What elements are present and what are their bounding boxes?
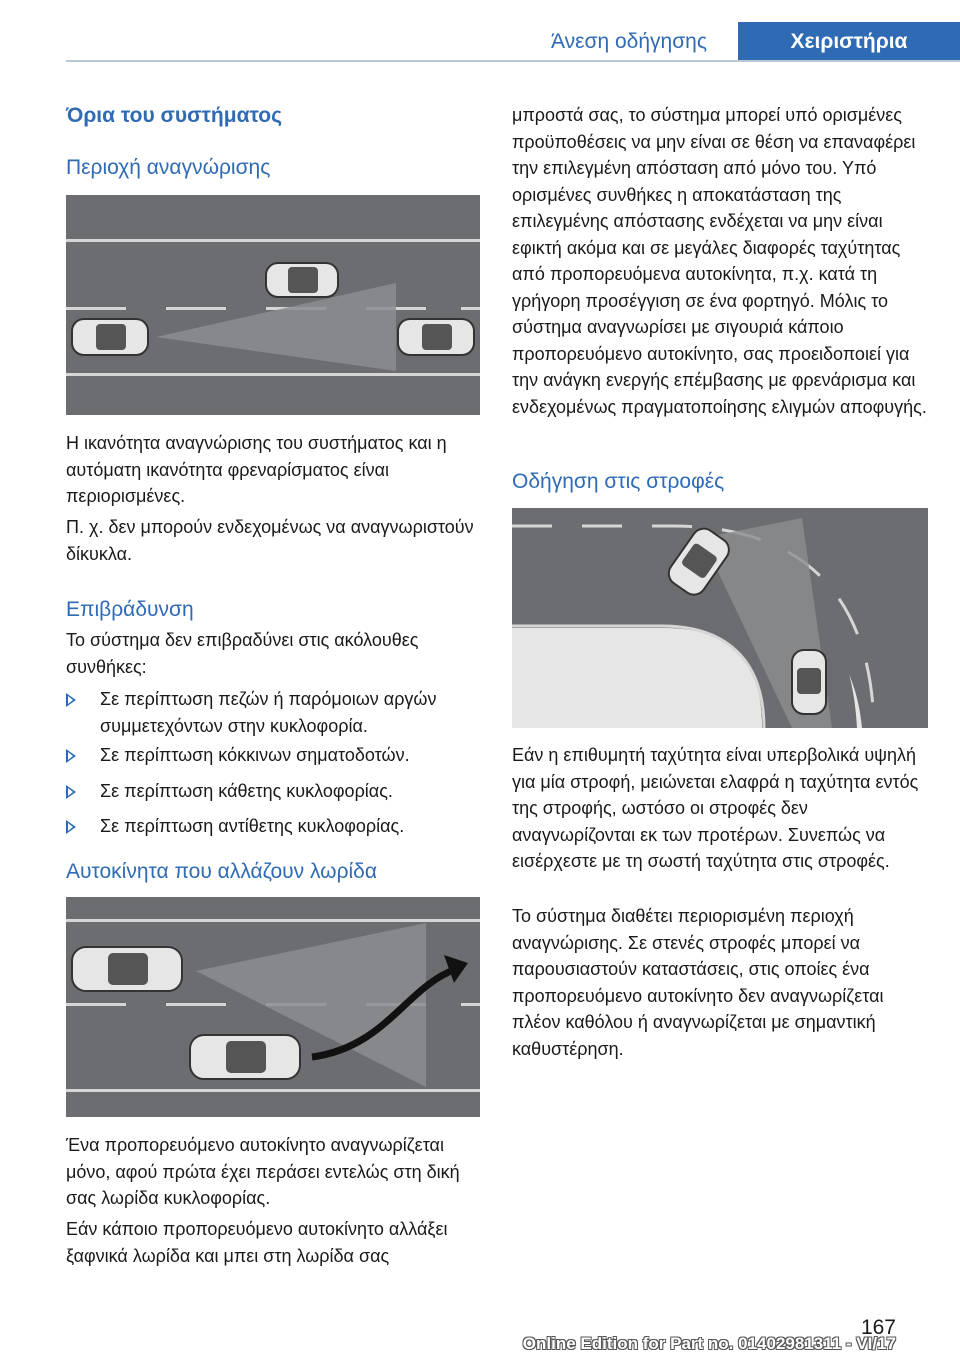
triangle-bullet-icon bbox=[66, 749, 76, 763]
list-item-text: Σε περίπτωση πεζών ή παρόμοιων αργών συμμετεχόντων στην κυκλοφορία. bbox=[100, 689, 437, 736]
lane-change-paragraph-2: Εάν κάποιο προπορευόμενο αυτοκίνητο αλλάξει ξαφνικά λωρίδα και μπει στη λωρίδα σας bbox=[66, 1219, 448, 1266]
detection-paragraph-1: Η ικανότητα αναγνώρισης του συστήματος και η αυτόματη ικανότητα φρεναρίσματος είναι περιορισμένες. bbox=[66, 433, 447, 506]
detection-heading: Περιοχή αναγνώρισης bbox=[66, 156, 271, 179]
curve-figure bbox=[512, 508, 928, 728]
car-icon bbox=[72, 319, 148, 355]
header-active-tab[interactable]: Χειριστήρια bbox=[738, 22, 960, 62]
header-section-link[interactable]: Άνεση οδήγησης bbox=[551, 30, 707, 53]
page-number: 167 bbox=[860, 1316, 896, 1339]
list-item-text: Σε περίπτωση κόκκινων σηματοδοτών. bbox=[100, 745, 410, 765]
curves-paragraph-2: Το σύστημα διαθέτει περιορισμένη περιοχή αναγνώρισης. Σε στενές στροφές μπορεί να παρουσιαστούν καταστάσεις, στις οποίες ένα προπορευόμενο αυτοκίνητο δεν αναγνωρίζεται πλέον καθόλου ή αναγνωρίζεται με σημαντική καθυστέρηση. bbox=[512, 906, 884, 1059]
triangle-bullet-icon bbox=[66, 693, 76, 707]
lane-change-heading: Αυτοκίνητα που αλλάζουν λωρίδα bbox=[66, 860, 378, 883]
car-icon bbox=[190, 1035, 300, 1079]
continuation-paragraph: μπροστά σας, το σύστημα μπορεί υπό ορισμένες προϋποθέσεις να μην είναι σε θέση να επαναφέρει την επιλεγμένη απόσταση από μόνο του. Υπό ορισμένες συνθήκες η αποκατάσταση της επιλεγμένης απόστασης ενδέχεται να μην είναι εφικτή ακόμα και σε μεγάλες διαφορές ταχύτητας από προπορευόμενα αυτοκίνητα, π.χ. κατά τη γρήγορη προσέγγιση σε ένα φορτηγό. Μόλις το σύστημα αναγνωρίσει με σιγουριά κάποιο προπορευόμενο αυτοκίνητο, σας προειδοποιεί για την ανάγκη ενεργής επέμβασης με φρενάρισμα και ενδεχομένως πραγματοποίησης ελιγμών αποφυγής. bbox=[512, 105, 927, 417]
deceleration-heading: Επιβράδυνση bbox=[66, 598, 194, 621]
section-title: Όρια του συστήματος bbox=[66, 104, 283, 127]
car-icon bbox=[792, 650, 826, 714]
header-divider bbox=[66, 60, 960, 62]
deceleration-intro: Το σύστημα δεν επιβραδύνει στις ακόλουθες συνθήκες: bbox=[66, 630, 419, 677]
detection-range-figure bbox=[66, 195, 480, 415]
lane-change-paragraph-1: Ένα προπορευόμενο αυτοκίνητο αναγνωρίζεται μόνο, αφού πρώτα έχει περάσει εντελώς στη δική σας λωρίδα κυκλοφορίας. bbox=[66, 1135, 460, 1208]
curves-paragraph-1: Εάν η επιθυμητή ταχύτητα είναι υπερβολικά υψηλή για μία στροφή, μειώνεται ελαφρά η ταχύτητα εντός της στροφής, ωστόσο οι στροφές δεν αναγνωρίζονται εκ των προτέρων. Συνεπώς να εισέρχεστε με τη σωστή ταχύτητα στις στροφές. bbox=[512, 745, 919, 871]
car-icon bbox=[266, 263, 338, 297]
curves-heading: Οδήγηση στις στροφές bbox=[512, 470, 725, 493]
lane-change-figure bbox=[66, 897, 480, 1117]
list-item-text: Σε περίπτωση κάθετης κυκλοφορίας. bbox=[100, 781, 393, 801]
triangle-bullet-icon bbox=[66, 785, 76, 799]
car-icon bbox=[398, 319, 474, 355]
triangle-bullet-icon bbox=[66, 820, 76, 834]
detection-paragraph-2: Π. χ. δεν μπορούν ενδεχομένως να αναγνωριστούν δίκυκλα. bbox=[66, 517, 474, 564]
footer-edition: Online Edition for Part no. 01402981311 - VI/17 bbox=[522, 1334, 896, 1353]
car-icon bbox=[72, 947, 182, 991]
list-item-text: Σε περίπτωση αντίθετης κυκλοφορίας. bbox=[100, 816, 405, 836]
